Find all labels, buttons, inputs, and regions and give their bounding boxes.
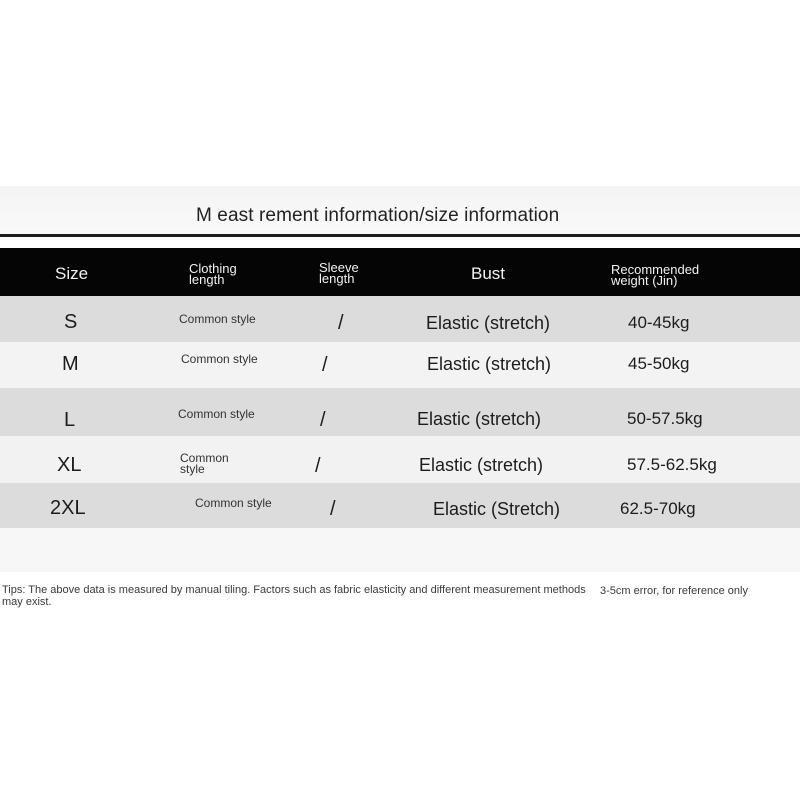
bust-cell: Elastic (stretch) (427, 354, 552, 374)
clothing-length-cell (180, 453, 229, 475)
sleeve-length-cell: / (315, 455, 321, 477)
header-weight-line1: Recommended (611, 262, 700, 277)
clothing-length-cell: Common style (181, 352, 258, 366)
clothing-length-cell: Common style (195, 496, 272, 510)
clothing-length-line1: Common (180, 451, 229, 465)
top-blank-area (0, 0, 800, 186)
sleeve-length-cell: / (322, 354, 328, 376)
weight-cell: 45-50kg (628, 354, 690, 373)
weight-cell: 40-45kg (628, 313, 690, 332)
bust-cell: Elastic (Stretch) (433, 499, 561, 519)
tips-text: Tips: The above data is measured by manual tiling. Factors such as fabric elasticity and different measurement methods may exist. (2, 584, 586, 608)
weight-cell: 57.5-62.5kg (627, 455, 717, 474)
header-recommended-weight (611, 264, 699, 286)
header-bust: Bust (471, 264, 506, 283)
header-sleeve-line2: length (319, 271, 355, 286)
error-note: 3-5cm error, for reference only (600, 585, 748, 597)
header-sleeve-line1: Sleeve (319, 260, 359, 275)
size-cell: XL (57, 454, 82, 476)
table-footer-band (0, 528, 800, 572)
header-sleeve-length (319, 262, 359, 284)
size-cell: L (64, 409, 76, 431)
sleeve-length-cell: / (330, 498, 336, 520)
size-cell: 2XL (50, 497, 86, 519)
bust-cell: Elastic (stretch) (419, 455, 544, 475)
clothing-length-cell: Common style (178, 407, 255, 421)
sleeve-length-cell: / (320, 409, 326, 431)
size-cell: M (62, 353, 79, 375)
header-weight-line2: weight (Jin) (611, 273, 678, 288)
weight-cell: 62.5-70kg (620, 499, 696, 518)
header-clothing-line1: Clothing (189, 261, 237, 276)
weight-cell: 50-57.5kg (627, 409, 703, 428)
header-clothing-line2: length (189, 272, 225, 287)
page-title: M east rement information/size information (196, 205, 560, 226)
sleeve-length-cell: / (338, 312, 344, 334)
title-divider (0, 234, 800, 237)
size-cell: S (64, 311, 78, 333)
clothing-length-line2: style (180, 462, 205, 476)
clothing-length-cell: Common style (179, 312, 256, 326)
header-clothing-length (189, 263, 237, 285)
header-size: Size (55, 264, 89, 283)
bust-cell: Elastic (stretch) (417, 409, 542, 429)
bust-cell: Elastic (stretch) (426, 313, 551, 333)
